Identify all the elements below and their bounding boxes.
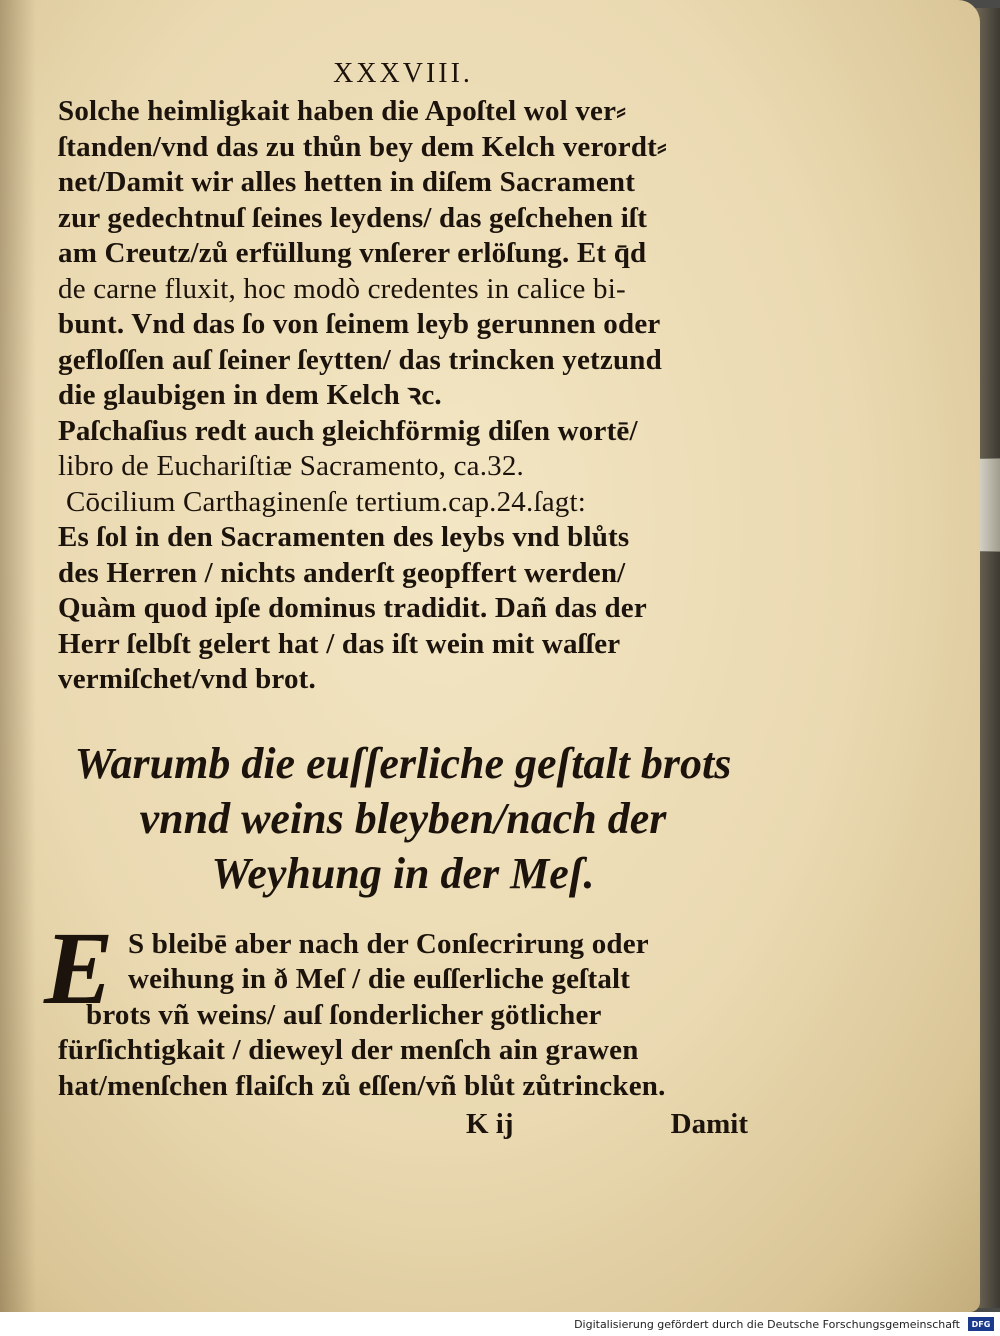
text-line: S bleibē aber nach der Conſecrirung oder <box>128 927 649 960</box>
text-line: hat/menſchen flaiſch zů eſſen/vñ blůt zůtrincken. <box>58 1069 666 1102</box>
text-line: vermiſchet/vnd brot. <box>58 663 316 695</box>
section-heading <box>58 736 748 901</box>
paragraph-1 <box>58 94 748 414</box>
text-line: bunt. Vnd das ſo von ſeinem leyb gerunnen oder <box>58 308 661 340</box>
text-line: de carne fluxit, hoc modò credentes in calice bi- <box>58 272 626 305</box>
footer-funding-text: Digitalisierung gefördert durch die Deutsche Forschungsgemeinschaft <box>574 1317 960 1331</box>
paragraph-2 <box>58 414 748 485</box>
text-line: net/Damit wir alles hetten in diſem Sacrament <box>58 166 636 198</box>
text-line: weihung in ð Meſ / die euſſerliche geſtalt <box>128 963 631 995</box>
text-line: des Herren / nichts anderſt geopffert werden/ <box>58 556 626 589</box>
heading-line: Warumb die euſſerliche geſtalt brots <box>74 738 732 788</box>
text-line: Solche heimligkait haben die Apoſtel wol ver⸗ <box>58 95 627 127</box>
footer-bar <box>0 1312 1000 1336</box>
text-line: Paſchaſius redt auch gleichförmig diſen wortē/ <box>58 414 638 447</box>
folio-number: XXXVIII. <box>333 58 473 89</box>
heading-line: Weyhung in der Meſ. <box>211 848 595 898</box>
text-line: die glaubigen in dem Kelch ꝛc. <box>58 379 442 411</box>
text-line: am Creutz/zů erfüllung vnſerer erlöſung. Et q̄d <box>58 237 647 269</box>
text-line: Herr ſelbſt gelert hat / das iſt wein mit waſſer <box>58 627 621 660</box>
page-text-block <box>44 58 748 1142</box>
decorated-initial: E <box>44 910 114 1026</box>
text-line: libro de Euchariſtiæ Sacramento, ca.32. <box>58 450 525 482</box>
text-line: fürſichtigkait / dieweyl der menſch ain grawen <box>58 1034 639 1066</box>
text-line: Es ſol in den Sacramenten des leybs vnd blůts <box>58 521 630 553</box>
signature-mark: K ij <box>466 1108 514 1140</box>
signature-line <box>58 1106 748 1142</box>
catchword: Damit <box>670 1108 748 1140</box>
text-line: gefloſſen auſ ſeiner ſeytten/ das trincken yetzund <box>58 343 662 376</box>
text-line: Cōcilium Carthaginenſe tertium.cap.24.ſagt: <box>66 485 586 518</box>
text-line: ſtanden/vnd das zu thůn bey dem Kelch verordt⸗ <box>58 130 667 163</box>
paragraph-3 <box>58 485 748 698</box>
text-line: Quàm quod ipſe dominus tradidit. Dañ das der <box>58 592 647 624</box>
text-line: brots vñ weins/ auſ ſonderlicher götlicher <box>86 998 602 1031</box>
paragraph-4 <box>44 910 748 1105</box>
heading-line: vnnd weins bleyben/nach der <box>139 793 667 843</box>
dfg-logo-icon: DFG <box>968 1317 994 1331</box>
text-line: zur gedechtnuſ ſeines leydens/ das geſchehen iſt <box>58 201 648 234</box>
